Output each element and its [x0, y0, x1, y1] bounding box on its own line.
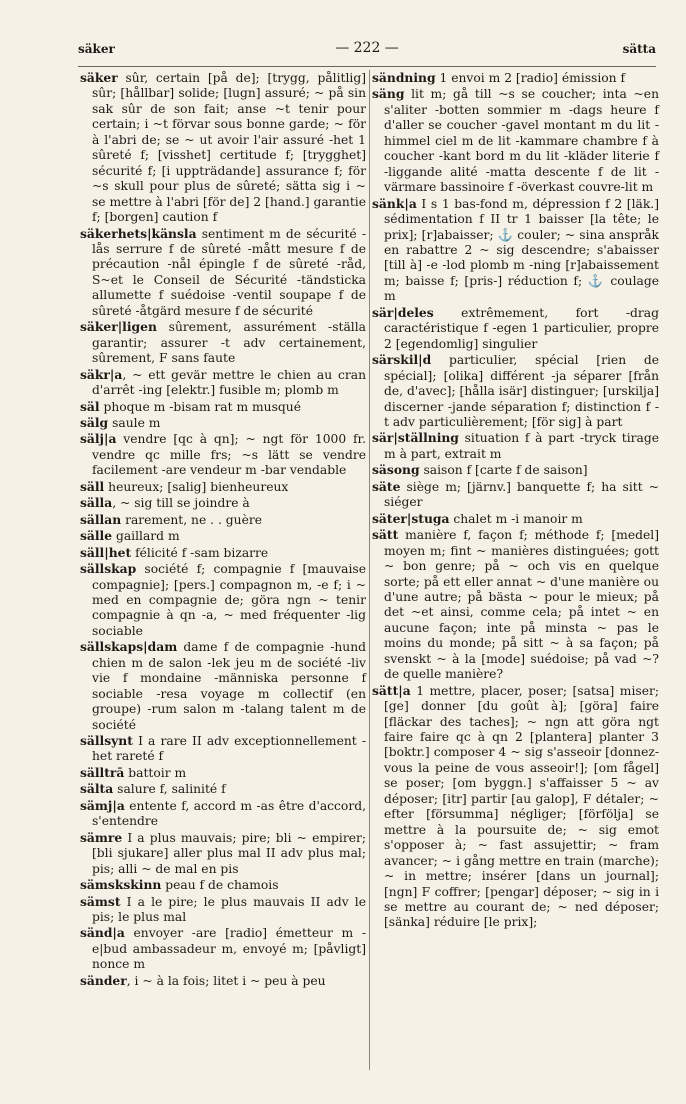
entry-satta: sätt|a 1 mettre, placer, poser; [satsa] miser; [ge] donner [du goût à]; [göra] faire [fläckar des taches]; ~ ngn att göra ngt faire faire qc à qn 2 [plantera] planter 3 [boktr.] composer 4 ~ sig s'asseoir [donnez-vous la peine de vous asseoir!]; [om fågel] se poser; [om byggn.] s'affaisser 5 ~ av déposer; [itr] partir [au galop], F détaler; ~ efter [försumma] négliger; [förfölja] se mettre à la poursuite de; ~ sig emot s'opposer à; ~ fast assujettir; ~ fram avancer; ~ i gång mettre en train (marche); ~ in mettre; insérer [dans un journal]; [ngn] F coffrer; [pengar] déposer; ~ sig in i se mettre au courant de; ~ ned déposer; [sänka] réduire [le prix]; — [372, 682, 659, 930]
header-rule — [78, 66, 656, 67]
entry-samst: sämst I a le pire; le plus mauvais II adv le pis; le plus mal — [80, 893, 366, 925]
headword: sär|deles — [372, 304, 434, 320]
headword: säsong — [372, 462, 420, 478]
entry-sasong: säsong saison f [carte f de saison] — [372, 462, 588, 478]
headword: sälj|a — [80, 431, 117, 447]
headword: säng — [372, 86, 405, 102]
left-column — [80, 70, 366, 989]
headword: sämre — [80, 829, 123, 845]
entry-sander: sänder, i ~ à la fois; litet i ~ peu à peu — [80, 972, 326, 988]
entry-satt: sätt manière f, façon f; méthode f; [medel] moyen m; fint ~ manières distinguées; gott ~ bon genre; på ~ och vis en quelque sorte; på ett eller annat ~ d'une manière ou d'une autre; på bästa ~ pour le mieux; på det ~et ainsi, comme cela; på intet ~ en aucune façon; inte på minsta ~ pas le moins du monde; på sitt ~ à sa façon; på svenskt ~ à la [mode] suédoise; på vad ~? de quelle manière? — [372, 527, 659, 682]
entry-sanda: sänd|a envoyer -are [radio] émetteur m -e|bud ambassadeur m, envoyé m; [påvligt] nonce m — [80, 925, 366, 972]
headword: sänder — [80, 972, 127, 988]
headword: sämskskinn — [80, 877, 162, 893]
headword: sällskaps|dam — [80, 639, 178, 655]
headword: sämst — [80, 893, 121, 909]
entry-saterstuga: säter|stuga chalet m -i manoir m — [372, 510, 583, 526]
headword: säte — [372, 478, 401, 494]
entry-salta: sälta salure f, salinité f — [80, 781, 226, 797]
headword: sällskap — [80, 561, 137, 577]
page-header — [78, 40, 656, 60]
headword: särskil|d — [372, 352, 432, 368]
entry-samskskinn: sämskskinn peau f de chamois — [80, 877, 279, 893]
left-guide-word: säker — [78, 42, 115, 56]
entry-salg: sälg saule m — [80, 414, 161, 430]
entry-sarskild: särskil|d particulier, spécial [rien de spécial]; [olika] différent -ja séparer [från de, d'avec]; [hålla isär] distinguer; [urskilja] discerner -jande séparation f; distinction f -t adv particulièrement; [för sig] à part — [372, 352, 659, 429]
headword: säkerhets|känsla — [80, 225, 197, 241]
headword: sälta — [80, 781, 114, 797]
headword: sällsynt — [80, 733, 133, 749]
headword: säll — [80, 478, 105, 494]
headword: sändning — [372, 70, 436, 85]
entry-samja: sämj|a entente f, accord m -as être d'accord, s'entendre — [80, 797, 366, 829]
headword: sälltrā — [80, 764, 125, 780]
entry-sakerligen: säker|ligen sûrement, assurément -ställa garantir; assurer -t adv certainement, sûrement, F sans faute — [80, 319, 366, 366]
entry-sardeles: sär|deles extrêmement, fort -drag caractéristique f -egen 1 particulier, propre 2 [egendomlig] singulier — [372, 304, 659, 351]
headword: säkr|a — [80, 366, 123, 382]
right-guide-word: sätta — [622, 42, 656, 56]
headword: sälg — [80, 414, 109, 430]
headword: säter|stuga — [372, 510, 450, 526]
entry-salltra: sälltrā battoir m — [80, 764, 187, 780]
entry-sandning: sändning 1 envoi m 2 [radio] émission f — [372, 70, 626, 85]
right-column — [372, 70, 659, 931]
entry-sallhet: säll|het félicité f -sam bizarre — [80, 544, 269, 560]
entry-salle: sälle gaillard m — [80, 528, 180, 544]
entry-sal: säl phoque m -bisam rat m musqué — [80, 398, 301, 414]
headword: sämj|a — [80, 797, 125, 813]
column-divider — [369, 70, 370, 1070]
entry-sakra: säkr|a, ~ ett gevär mettre le chien au cran d'arrêt -ing [elektr.] fusible m; plomb m — [80, 366, 366, 398]
headword: sänd|a — [80, 925, 125, 941]
headword: säker — [80, 70, 118, 85]
headword: sätt|a — [372, 682, 411, 698]
headword: säll|het — [80, 544, 132, 560]
entry-sallsynt: sällsynt I a rare II adv exceptionnellement -het rareté f — [80, 733, 366, 764]
entry-sallskaps: sällskaps|dam dame f de compagnie -hund chien m de salon -lek jeu m de société -liv vie f mondaine -människa personne f sociable -resa voyage m collectif (en groupe) -rum salon m -talang talent m de société — [80, 639, 366, 732]
headword: säl — [80, 398, 100, 414]
entry-sakerhets: säkerhets|känsla sentiment m de sécurité -lås serrure f de sûreté -mått mesure f de précaution -nål épingle f de sûreté -råd, S~et le Conseil de Sécurité -tändsticka allumette f suédoise -ventil soupape f de sûreté -åtgärd mesure f de sécurité — [80, 225, 366, 318]
headword: sätt — [372, 527, 399, 543]
headword: sänk|a — [372, 195, 417, 211]
entry-sate: säte siège m; [järnv.] banquette f; ha sitt ~ siéger — [372, 478, 659, 510]
page-number: — 222 — — [335, 40, 399, 56]
headword: sär|ställning — [372, 430, 459, 446]
headword: säker|ligen — [80, 319, 157, 335]
entry-samre: sämre I a plus mauvais; pire; bli ~ empirer; [bli sjukare] aller plus mal II adv plus mal; pis; alli ~ de mal en pis — [80, 829, 366, 876]
entry-salja: sälj|a vendre [qc à qn]; ~ ngt för 1000 fr. vendre qc mille frs; ~s lätt se vendre facilement -are vendeur m -bar vendable — [80, 431, 366, 478]
entry-sallskap: sällskap société f; compagnie f [mauvaise compagnie]; [pers.] compagnon m, -e f; i ~ med en compagnie de; göra ngn ~ tenir compagnie à qn -a, ~ med fréquenter -lig sociable — [80, 561, 366, 638]
entry-saker: säker sûr, certain [på de]; [trygg, pålitlig] sûr; [hållbar] solide; [lugn] assuré; ~ på sin sak sûr de son fait; anse ~t tenir pour certain; i ~t förvar sous bonne garde; ~ för à l'abri de; se ~ ut avoir l'air assuré -het 1 sûreté f; [visshet] certitude f; [trygghet] sécurité f; [i uppträdande] assurance f; för ~s skull pour plus de sûreté; sätta sig i ~ se mettre à l'abri [för de] 2 [hand.] garantie f; [borgen] caution f — [80, 70, 366, 225]
entry-sarstallning: sär|ställning situation f à part -tryck tirage m à part, extrait m — [372, 430, 659, 461]
entry-sang: säng lit m; gå till ~s se coucher; inta ~en s'aliter -botten sommier m -dags heure f d'aller se coucher -gavel montant m du lit -himmel ciel m de lit -kammare chambre f à coucher -kant bord m du lit -kläder literie f -liggande alité -matta descente f de lit -värmare bassinoire f -överkast couvre-lit m — [372, 86, 659, 195]
entry-sanka: sänk|a I s 1 bas-fond m, dépression f 2 [läk.] sédimentation f II tr 1 baisser [la tête; le prix]; [r]abaisser; ⚓ couler; ~ sina anspråk en rabattre 2 ~ sig descendre; s'abaisser [till à] -e -lod plomb m -ning [r]abaissement m; baisse f; [pris-] réduction f; ⚓ coulage m — [372, 195, 659, 304]
entry-sallan: sällan rarement, ne . . guère — [80, 511, 263, 527]
headword: sälle — [80, 528, 113, 544]
headword: sälla — [80, 495, 113, 511]
entry-salla: sälla, ~ sig till se joindre à — [80, 495, 250, 511]
entry-sall: säll heureux; [salig] bienheureux — [80, 478, 289, 494]
headword: sällan — [80, 511, 122, 527]
